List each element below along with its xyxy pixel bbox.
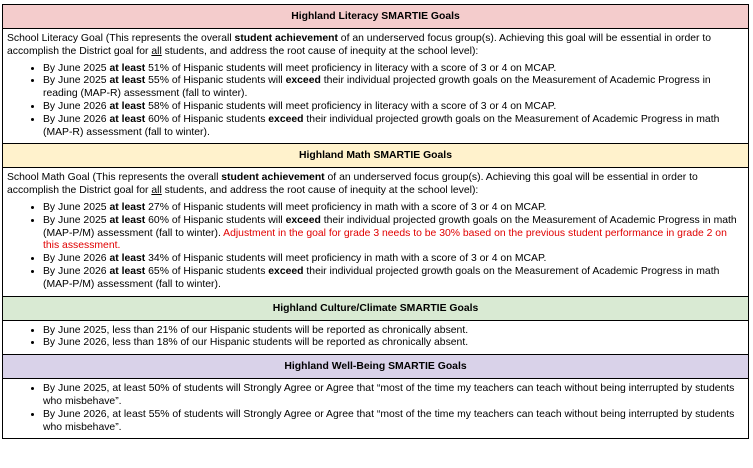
math-goal-item: • By June 2026 at least 34% of Hispanic students will meet proficiency in math with a score of 3 or 4 on MCAP. (43, 253, 744, 266)
wellbeing-goal-item: • By June 2026, at least 55% of students will Strongly Agree or Agree that “most of the time my teachers can teach without being interrupted by students who misbehave”. (43, 409, 744, 435)
culture-header: Highland Culture/Climate SMARTIE Goals (3, 296, 749, 320)
math-goal-item: • By June 2025 at least 60% of Hispanic students will exceed their individual projected growth goals on the Measurement of Academic Progress in math (MAP-P/M) assessment (fall to winter). Adjustment in the goal for grade 3 needs to be 30% based on the previous student performance in grade 2 on this assessment. (43, 215, 744, 253)
math-goal-item: • By June 2026 at least 65% of Hispanic students exceed their individual projected growth goals on the Measurement of Academic Progress in math (MAP-P/M) assessment (fall to winter). (43, 266, 744, 292)
wellbeing-goal-item: • By June 2025, at least 50% of students will Strongly Agree or Agree that “most of the time my teachers can teach without being interrupted by students who misbehave”. (43, 383, 744, 409)
math-header: Highland Math SMARTIE Goals (3, 144, 749, 168)
culture-goal-item: • By June 2026, less than 18% of our Hispanic students will be reported as chronically absent. (43, 337, 744, 350)
culture-goal-list (7, 325, 744, 351)
smartie-goals-table (2, 4, 749, 439)
literacy-goal-item: • By June 2026 at least 58% of Hispanic students will meet proficiency in literacy with a score of 3 or 4 on MCAP. (43, 101, 744, 114)
literacy-goal-item: • By June 2025 at least 55% of Hispanic students will exceed their individual projected growth goals on the Measurement of Academic Progress in reading (MAP-R) assessment (fall to winter). (43, 75, 744, 101)
math-intro: School Math Goal (This represents the overall student achievement of an underserved focus group(s). Achieving this goal will be essential in order to accomplish the District goal for all students, and address the root cause of inequity at the school level): (7, 172, 698, 197)
math-goal-item: • By June 2025 at least 27% of Hispanic students will meet proficiency in math with a score of 3 or 4 on MCAP. (43, 202, 744, 215)
literacy-intro: School Literacy Goal (This represents the overall student achievement of an underserved focus group(s). Achieving this goal will be essential in order to accomplish the District goal for all students, and address the root cause of inequity at the school level): (7, 33, 712, 57)
culture-goal-item: • By June 2025, less than 21% of our Hispanic students will be reported as chronically absent. (43, 325, 744, 338)
literacy-header: Highland Literacy SMARTIE Goals (3, 5, 749, 29)
math-adjustment-note: Adjustment in the goal for grade 3 needs to be 30% based on the previous student performance in grade 2 on this assessment. (43, 227, 727, 252)
math-goals-cell (3, 168, 749, 296)
wellbeing-goal-list (7, 383, 744, 434)
literacy-goal-item: • By June 2026 at least 60% of Hispanic students exceed their individual projected growth goals on the Measurement of Academic Progress in math (MAP-R) assessment (fall to winter). (43, 114, 744, 140)
wellbeing-header: Highland Well-Being SMARTIE Goals (3, 355, 749, 379)
culture-goals-cell (3, 320, 749, 355)
math-goal-list (7, 202, 744, 292)
literacy-goal-item: • By June 2025 at least 51% of Hispanic students will meet proficiency in literacy with a score of 3 or 4 on MCAP. (43, 63, 744, 76)
literacy-goals-cell (3, 29, 749, 144)
literacy-goal-list (7, 63, 744, 140)
wellbeing-goals-cell (3, 379, 749, 439)
